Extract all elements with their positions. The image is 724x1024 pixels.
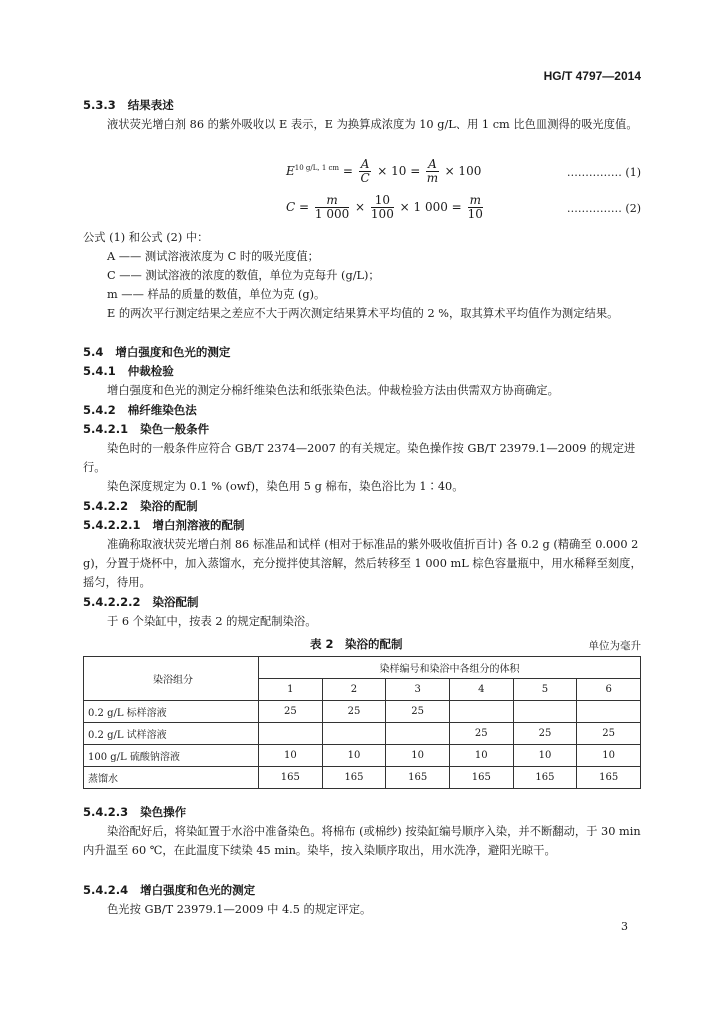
heading-5-4-2-1: 5.4.2.1 染色一般条件	[83, 422, 210, 436]
heading-5-3-3: 5.3.3 结果表述	[83, 98, 174, 112]
heading-5-4-2-2: 5.4.2.2 染浴的配制	[83, 499, 198, 513]
table-unit: 单位为毫升	[588, 640, 641, 652]
row-label: 100 g/L 硫酸钠溶液	[84, 745, 259, 767]
heading-5-4: 5.4 增白强度和色光的测定	[83, 345, 231, 359]
para-shade-evaluation: 色光按 GB/T 23979.1—2009 中 4.5 的规定评定。	[107, 903, 372, 916]
table-header-row	[84, 657, 641, 679]
table-cell: 25	[449, 723, 513, 745]
para-repeatability: E 的两次平行测定结果之差应不大于两次测定结果算术平均值的 2 %，取其算术平均值作为测定结果。	[107, 307, 619, 320]
col-header: 4	[449, 679, 513, 701]
table-cell: 10	[513, 745, 577, 767]
table-cell: 10	[449, 745, 513, 767]
table-cell: 165	[513, 767, 577, 789]
table-cell: 10	[259, 745, 323, 767]
table-cell: 10	[577, 745, 641, 767]
table-cell: 165	[322, 767, 386, 789]
table-corner-cell: 染浴组分	[84, 657, 259, 701]
table-cell	[259, 723, 323, 745]
table-cell: 10	[322, 745, 386, 767]
where-line: 公式 (1) 和公式 (2) 中：	[83, 231, 209, 244]
col-header: 1	[259, 679, 323, 701]
table-caption: 表 2 染浴的配制	[310, 637, 403, 651]
heading-5-4-2-3: 5.4.2.3 染色操作	[83, 805, 187, 819]
equation-2: C = $\frac{m}{1 000}$ × $\frac{10}{100}$ × 1 000 = $\frac{m}{10}$	[286, 193, 483, 221]
dye-bath-table	[83, 656, 641, 789]
table-cell	[386, 723, 450, 745]
table-row	[84, 723, 641, 745]
table-cell: 25	[322, 701, 386, 723]
def-C: C —— 测试溶液的浓度的数值，单位为克每升 (g/L)；	[107, 269, 380, 282]
heading-5-4-2: 5.4.2 棉纤维染色法	[83, 403, 197, 417]
standard-number: HG/T 4797—2014	[543, 69, 641, 83]
para-dyeing-conditions: 染色时的一般条件应符合 GB/T 2374—2007 的有关规定。染色操作按 GB/T 23979.1—2009 的规定进行。	[83, 442, 636, 474]
col-header: 3	[386, 679, 450, 701]
heading-5-4-1: 5.4.1 仲裁检验	[83, 364, 174, 378]
col-header: 5	[513, 679, 577, 701]
para-brightener-solution: 准确称取液状荧光增白剂 86 标准品和试样 (相对于标准品的紫外吸收值折百计) 各 0.2 g (精确至 0.000 2 g)，分置于烧杯中，加入蒸馏水，充分搅拌使其溶解，然后转移至 1 000 mL 棕色容量瓶中，用水稀释至刻度，摇匀，待用。	[83, 538, 642, 589]
table-cell: 165	[449, 767, 513, 789]
para-dyeing-depth: 染色深度规定为 0.1 % (owf)，染色用 5 g 棉布，染色浴比为 1∶40。	[107, 480, 464, 493]
table-cell: 25	[513, 723, 577, 745]
equation-1-number: …………… (1)	[566, 166, 641, 179]
table-cell	[322, 723, 386, 745]
table-row	[84, 767, 641, 789]
row-label: 0.2 g/L 标样溶液	[84, 701, 259, 723]
table-cell: 25	[577, 723, 641, 745]
table-cell: 25	[386, 701, 450, 723]
table-cell: 25	[259, 701, 323, 723]
table-row	[84, 745, 641, 767]
table-cell	[577, 701, 641, 723]
heading-5-4-2-2-1: 5.4.2.2.1 增白剂溶液的配制	[83, 518, 245, 532]
page-number: 3	[621, 920, 628, 933]
table-cell	[513, 701, 577, 723]
table-cell: 165	[259, 767, 323, 789]
table-cell: 165	[386, 767, 450, 789]
heading-5-4-2-4: 5.4.2.4 增白强度和色光的测定	[83, 883, 256, 897]
col-header: 6	[577, 679, 641, 701]
heading-5-4-2-2-2: 5.4.2.2.2 染浴配制	[83, 595, 199, 609]
table-cell: 165	[577, 767, 641, 789]
para-bath-prep: 于 6 个染缸中，按表 2 的规定配制染浴。	[107, 615, 317, 628]
table-group-header: 染样编号和染浴中各组分的体积	[259, 657, 641, 679]
para-arbitration: 增白强度和色光的测定分棉纤维染色法和纸张染色法。仲裁检验方法由供需双方协商确定。	[107, 384, 559, 397]
equation-1: $E^{10 g/L, 1 cm}$ = $\frac{A}{C}$ × 10 = $\frac{A}{m}$ × 100	[286, 157, 482, 185]
equation-2-number: …………… (2)	[566, 202, 641, 215]
para-result-expression: 液状荧光增白剂 86 的紫外吸收以 E 表示，E 为换算成浓度为 10 g/L、用 1 cm 比色皿测得的吸光度值。	[107, 118, 638, 131]
para-dyeing-operation: 染浴配好后，将染缸置于水浴中准备染色。将棉布 (或棉纱) 按染缸编号顺序入染，并不断翻动，于 30 min 内升温至 60 ℃，在此温度下续染 45 min。染毕，按入染顺序取出，用水洗净，避阳光晾干。	[83, 825, 641, 857]
row-label: 0.2 g/L 试样溶液	[84, 723, 259, 745]
table-cell	[449, 701, 513, 723]
def-m: m —— 样品的质量的数值，单位为克 (g)。	[107, 288, 326, 301]
def-A: A —— 测试溶液浓度为 C 时的吸光度值；	[107, 250, 319, 263]
table-row	[84, 701, 641, 723]
col-header: 2	[322, 679, 386, 701]
table-cell: 10	[386, 745, 450, 767]
row-label: 蒸馏水	[84, 767, 259, 789]
